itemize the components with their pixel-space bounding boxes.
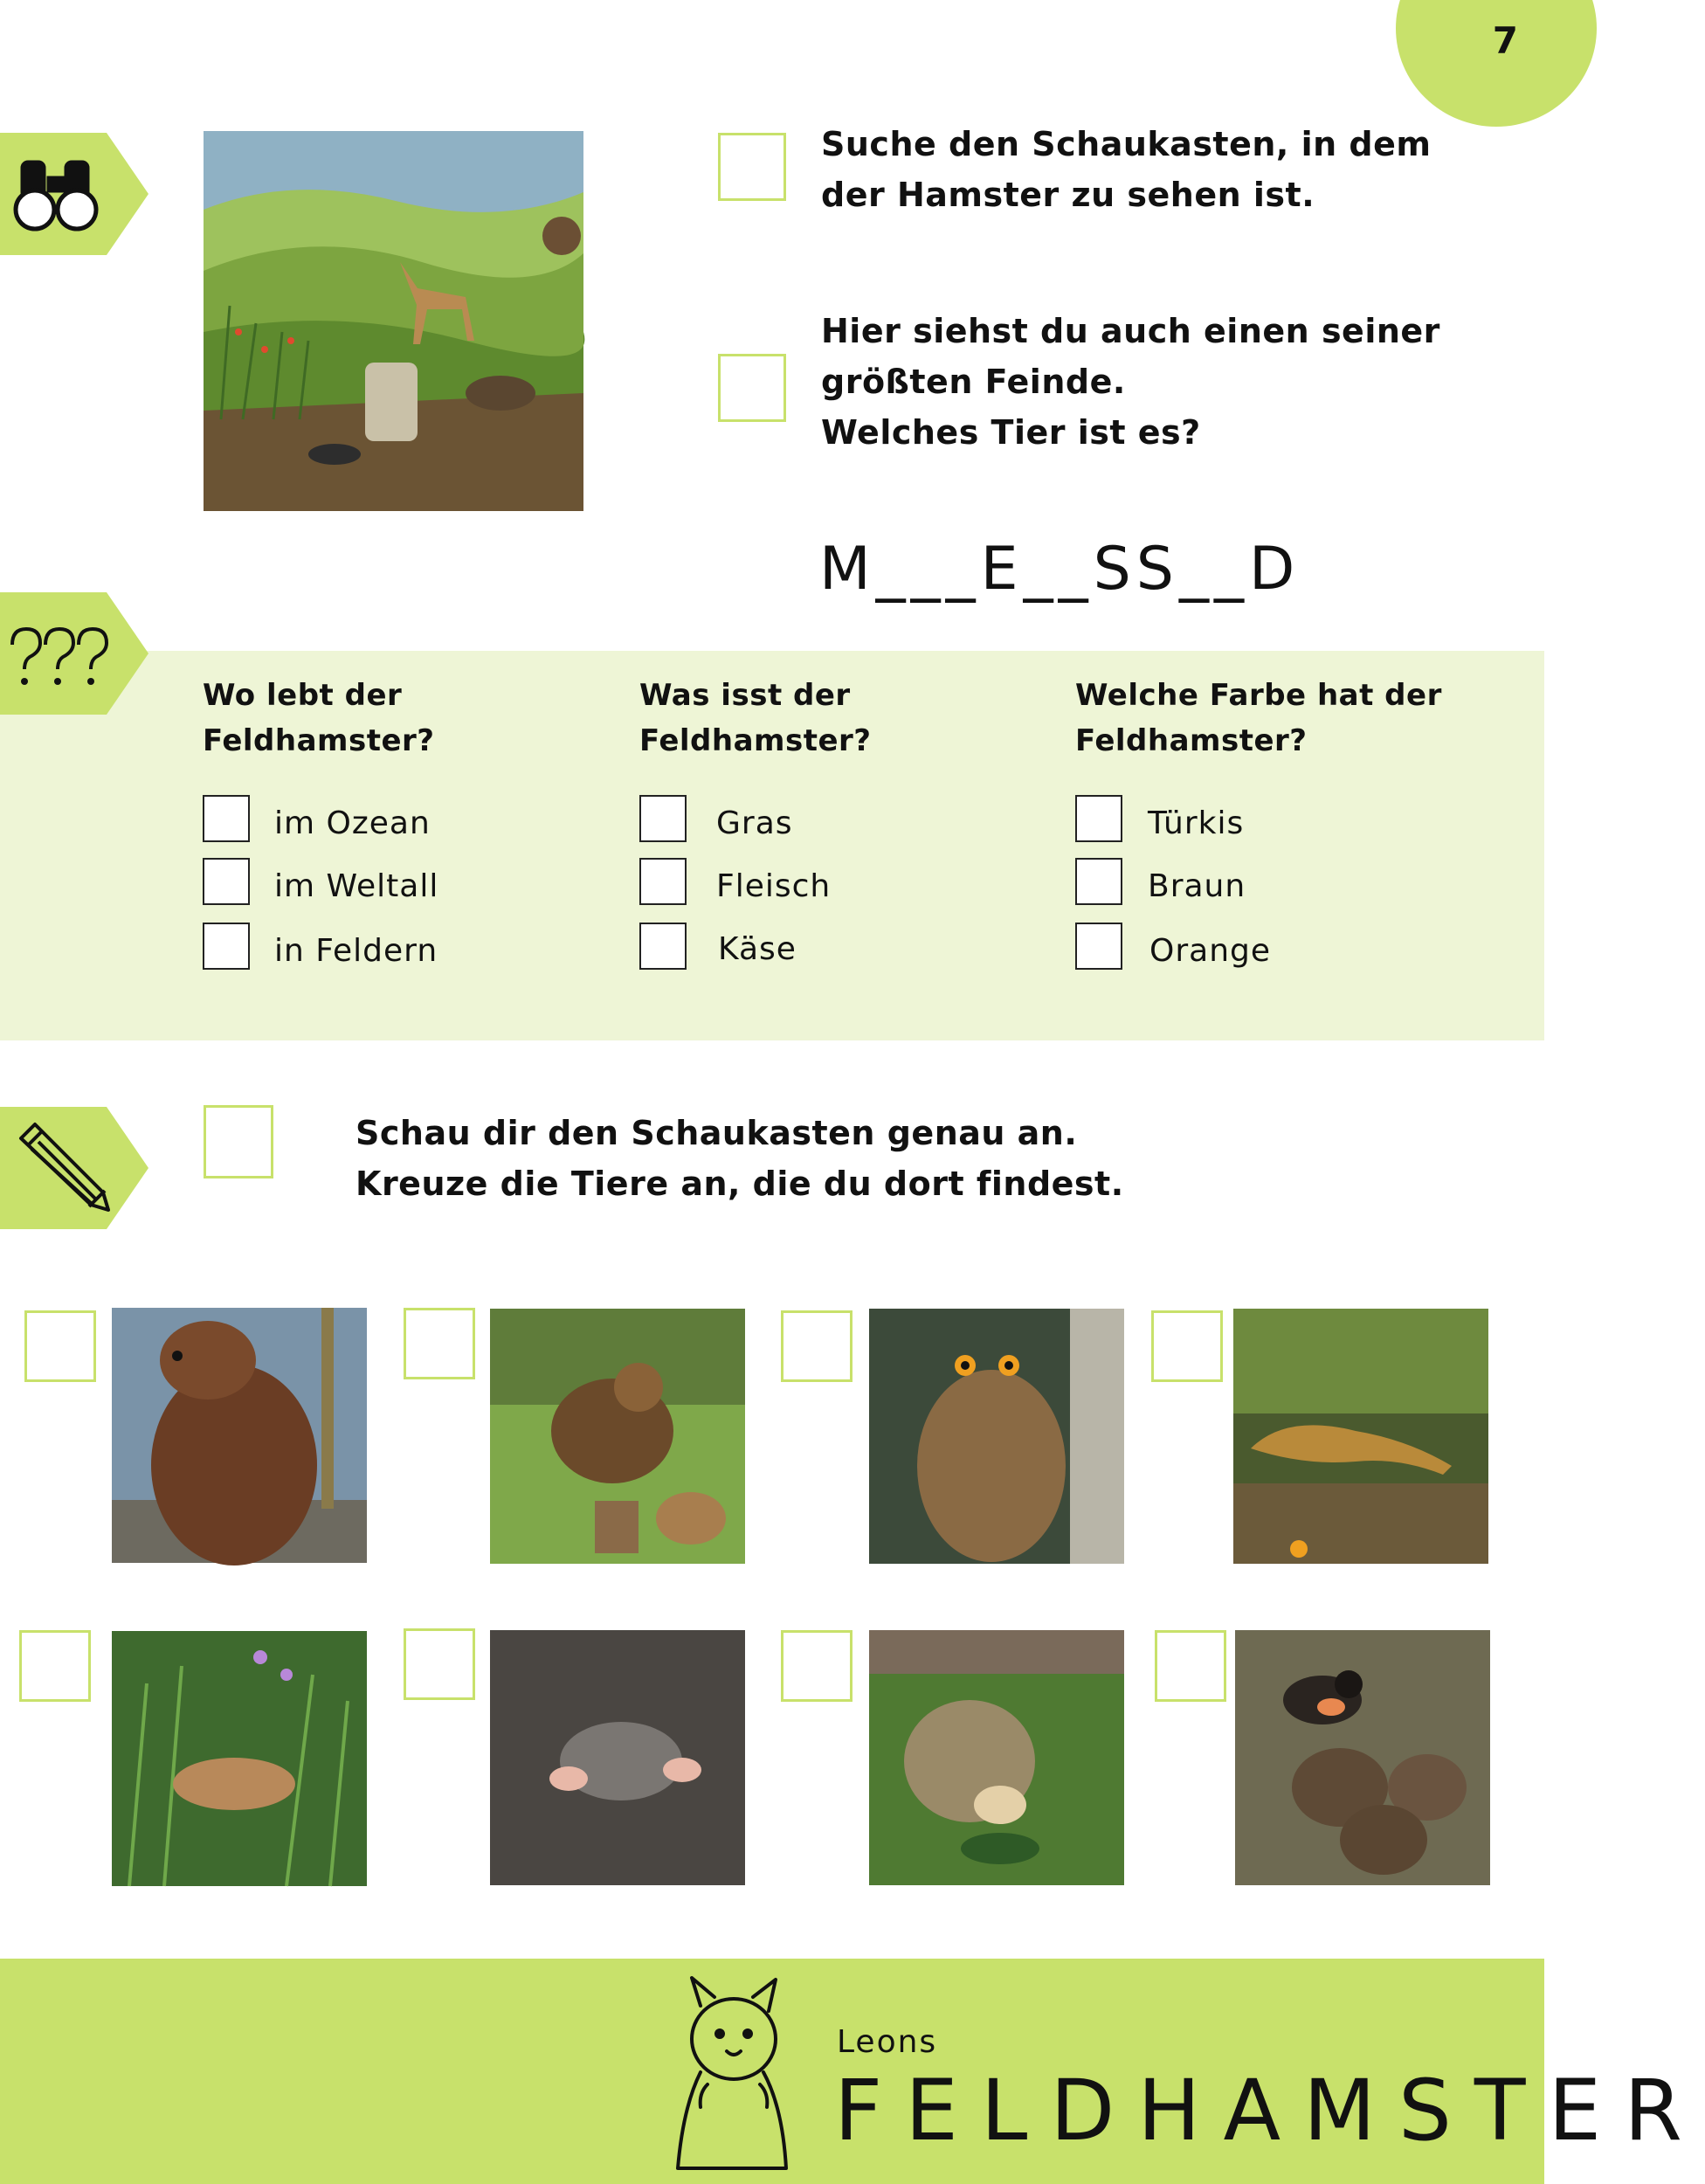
quiz2-option2-label: Fleisch [716,868,832,904]
quiz2-option2-checkbox[interactable] [639,858,687,905]
task1-line2: der Hamster zu sehen ist. [821,176,1315,214]
quiz1-option1-checkbox[interactable] [203,795,250,842]
animal-hamster-checkbox[interactable] [19,1630,91,1702]
quiz2-option3-checkbox[interactable] [639,923,687,970]
quiz-question-3-line2: Feldhamster? [1075,723,1308,758]
quiz1-option3-checkbox[interactable] [203,923,250,970]
quiz-question-1 [203,673,435,764]
question-marks-icon [5,619,119,697]
hamster-logo-icon [657,1971,805,2184]
animal-beaver-checkbox[interactable] [24,1310,96,1382]
quiz3-option2-checkbox[interactable] [1075,858,1122,905]
task1-text [821,119,1431,220]
binoculars-tab [0,133,148,255]
quiz-question-3-line1: Welche Farbe hat der [1075,678,1442,713]
task2-text [821,306,1440,458]
quiz-question-2-line1: Was isst der [639,678,851,713]
quiz2-option3-label: Käse [718,931,797,967]
animal-hedgehog-checkbox[interactable] [781,1630,852,1702]
task1-checkbox[interactable] [718,133,786,201]
task1-line1: Suche den Schaukasten, in dem [821,125,1432,163]
animal-owl-photo [869,1309,1124,1564]
animal-buzzard-checkbox[interactable] [404,1308,475,1379]
quiz1-option2-checkbox[interactable] [203,858,250,905]
quiz1-option2-label: im Weltall [274,868,439,904]
animal-stonechat-checkbox[interactable] [1155,1630,1226,1702]
animal-mole-photo [490,1630,745,1885]
binoculars-icon [10,152,107,239]
quiz-question-1-line2: Feldhamster? [203,723,435,758]
pencil-icon [12,1119,117,1215]
animal-weasel-checkbox[interactable] [1151,1310,1223,1382]
task2-line3: Welches Tier ist es? [821,413,1201,452]
task3-line1: Schau dir den Schaukasten genau an. [355,1114,1078,1152]
animal-beaver-photo [112,1308,367,1563]
pencil-tab [0,1107,148,1229]
quiz-question-2 [639,673,872,764]
diorama-photo [204,131,583,511]
quiz2-option1-checkbox[interactable] [639,795,687,842]
animal-hamster-photo [112,1631,367,1886]
animal-stonechat-photo [1235,1630,1490,1885]
page-number: 7 [1492,19,1518,62]
quiz3-option3-label: Orange [1149,933,1272,969]
animal-weasel-photo [1233,1309,1488,1564]
quiz2-option1-label: Gras [716,805,793,841]
quiz3-option2-label: Braun [1148,868,1246,904]
animal-buzzard-photo [490,1309,745,1564]
task3-line2: Kreuze die Tiere an, die du dort findest. [355,1165,1124,1203]
animal-owl-checkbox[interactable] [781,1310,852,1382]
animal-hedgehog-photo [869,1630,1124,1885]
task2-line1: Hier siehst du auch einen seiner [821,312,1440,350]
quiz3-option1-checkbox[interactable] [1075,795,1122,842]
animal-mole-checkbox[interactable] [404,1628,475,1700]
task2-checkbox[interactable] [718,354,786,422]
footer-brand-title: FELDHAMSTER [834,2062,1705,2160]
footer-brand-small: Leons [837,2024,938,2060]
quiz1-option3-label: in Feldern [274,933,438,969]
quiz1-option1-label: im Ozean [274,805,431,841]
quiz-question-1-line1: Wo lebt der [203,678,403,713]
task3-text [355,1108,1124,1209]
quiz3-option3-checkbox[interactable] [1075,923,1122,970]
quiz-question-2-line2: Feldhamster? [639,723,872,758]
quiz-question-3 [1075,673,1442,764]
task2-line2: größten Feinde. [821,363,1126,401]
word-puzzle[interactable]: M___E__SS__D [819,535,1301,604]
quiz3-option1-label: Türkis [1148,805,1245,841]
task3-checkbox[interactable] [204,1105,273,1178]
